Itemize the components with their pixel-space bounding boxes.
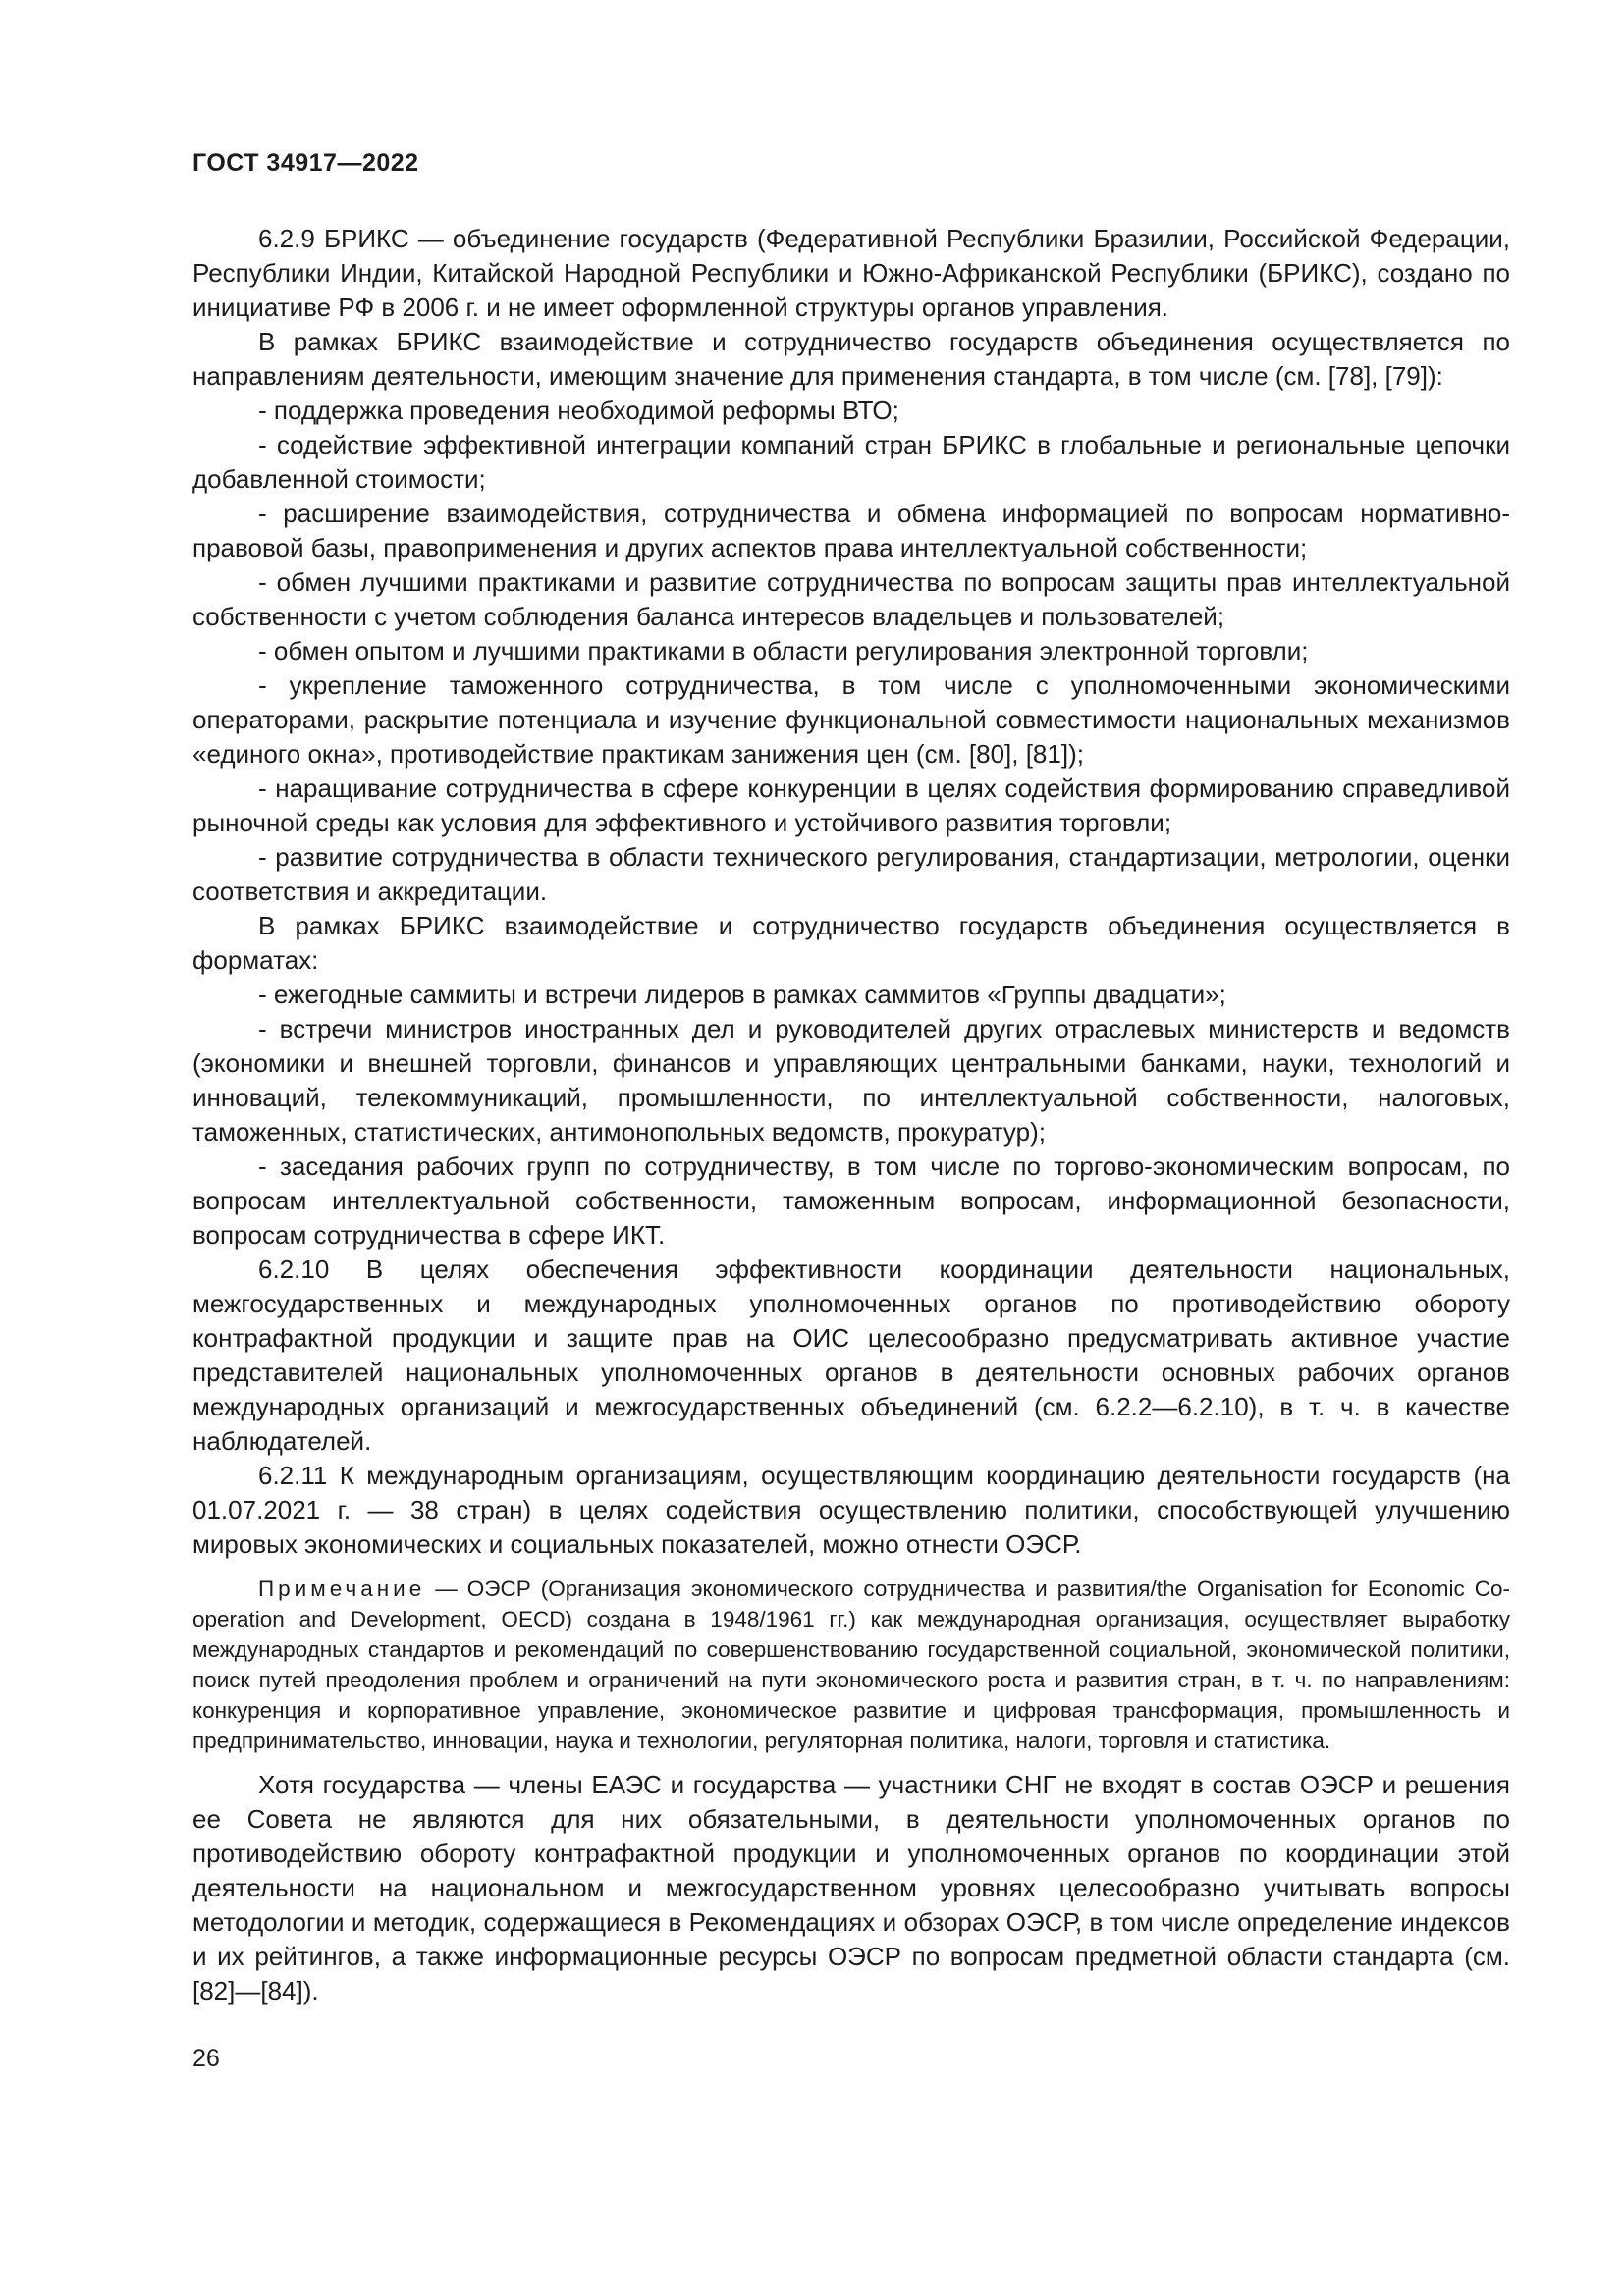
paragraph-brics-formats: В рамках БРИКС взаимодействие и сотрудничество государств объединения осуществляется в форматах: bbox=[192, 911, 1510, 975]
paragraph-brics-directions: В рамках БРИКС взаимодействие и сотрудничество государств объединения осуществляется по направлениям деятельности, имеющим значение для применения стандарта, в том числе (см. [78], [79]): bbox=[192, 327, 1510, 391]
note-block bbox=[192, 1574, 1510, 1756]
list-item: - ежегодные саммиты и встречи лидеров в рамках саммитов «Группы двадцати»; bbox=[258, 980, 1226, 1009]
list-item: - обмен лучшими практиками и развитие сотрудничества по вопросам защиты прав интеллектуальной собственности с учетом соблюдения баланса интересов владельцев и пользователей; bbox=[192, 567, 1510, 631]
paragraph-6-2-9: 6.2.9 БРИКС — объединение государств (Федеративной Республики Бразилии, Российской Федерации, Республики Индии, Китайской Народной Республики и Южно-Африканской Республики (БРИКС), создано по инициативе РФ в 2006 г. и не имеет оформленной структуры органов управления. bbox=[192, 224, 1510, 322]
paragraph-oecd-recommendation: Хотя государства — члены ЕАЭС и государства — участники СНГ не входят в состав ОЭСР и решения ее Совета не являются для них обязательными, в деятельности уполномоченных органов по противодействию обороту контрафактной продукции и уполномоченных органов по координации этой деятельности на национальном и межгосударственном уровнях целесообразно учитывать вопросы методологии и методик, содержащиеся в Рекомендациях и обзорах ОЭСР, в том числе определение индексов и их рейтингов, а также информационные ресурсы ОЭСР по вопросам предметной области стандарта (см. [82]—[84]). bbox=[192, 1770, 1510, 2005]
note-text: — ОЭСР (Организация экономического сотрудничества и развития/the Organisation for Economic Co-operation and Development, OECD) создана в 1948/1961 гг.) как международная организация, осуществляет выработку международных стандартов и рекомендаций по совершенствованию государственной социальной, экономической политики, поиск путей преодоления проблем и ограничений на пути экономического роста и развития стран, в т. ч. по направлениям: конкуренция и корпоративное управление, экономическое развитие и цифровая трансформация, промышленность и предпринимательство, инновации, наука и технологии, регуляторная политика, налоги, торговля и статистика. bbox=[192, 1576, 1510, 1753]
list-item: - укрепление таможенного сотрудничества, в том числе с уполномоченными экономическими операторами, раскрытие потенциала и изучение функциональной совместимости национальных механизмов «единого окна», противодействие практикам занижения цен (см. [80], [81]); bbox=[192, 670, 1510, 769]
list-item: - обмен опытом и лучшими практиками в области регулирования электронной торговли; bbox=[258, 636, 1309, 666]
list-item: - поддержка проведения необходимой реформы ВТО; bbox=[258, 396, 899, 425]
list-item: - содействие эффективной интеграции компаний стран БРИКС в глобальные и региональные цепочки добавленной стоимости; bbox=[192, 430, 1510, 494]
document-header: ГОСТ 34917—2022 bbox=[192, 149, 419, 177]
note-label: Примечание bbox=[258, 1576, 426, 1601]
paragraph-6-2-11: 6.2.11 К международным организациям, осуществляющим координацию деятельности государств (на 01.07.2021 г. — 38 стран) в целях содействия осуществлению политики, способствующей улучшению мировых экономических и социальных показателей, можно отнести ОЭСР. bbox=[192, 1461, 1510, 1559]
document-body bbox=[192, 222, 1510, 2008]
page-number: 26 bbox=[192, 2045, 220, 2072]
paragraph-6-2-10: 6.2.10 В целях обеспечения эффективности координации деятельности национальных, межгосударственных и международных уполномоченных органов по противодействию обороту контрафактной продукции и защите прав на ОИС целесообразно предусматривать активное участие представителей национальных уполномоченных органов в деятельности основных рабочих органов международных организаций и межгосударственных объединений (см. 6.2.2—6.2.10), в т. ч. в качестве наблюдателей. bbox=[192, 1255, 1510, 1456]
list-item: - расширение взаимодействия, сотрудничества и обмена информацией по вопросам нормативно-правовой базы, правоприменения и других аспектов права интеллектуальной собственности; bbox=[192, 499, 1510, 562]
list-item: - встречи министров иностранных дел и руководителей других отраслевых министерств и ведомств (экономики и внешней торговли, финансов и управляющих центральными банками, науки, технологий и инноваций, телекоммуникаций, промышленности, по интеллектуальной собственности, налоговых, таможенных, статистических, антимонопольных ведомств, прокуратур); bbox=[192, 1014, 1510, 1147]
list-item: - заседания рабочих групп по сотрудничеству, в том числе по торгово-экономическим вопросам, по вопросам интеллектуальной собственности, таможенным вопросам, информационной безопасности, вопросам сотрудничества в сфере ИКТ. bbox=[192, 1151, 1510, 1250]
list-item: - наращивание сотрудничества в сфере конкуренции в целях содействия формированию справедливой рыночной среды как условия для эффективного и устойчивого развития торговли; bbox=[192, 774, 1510, 837]
list-item: - развитие сотрудничества в области технического регулирования, стандартизации, метрологии, оценки соответствия и аккредитации. bbox=[192, 842, 1510, 906]
